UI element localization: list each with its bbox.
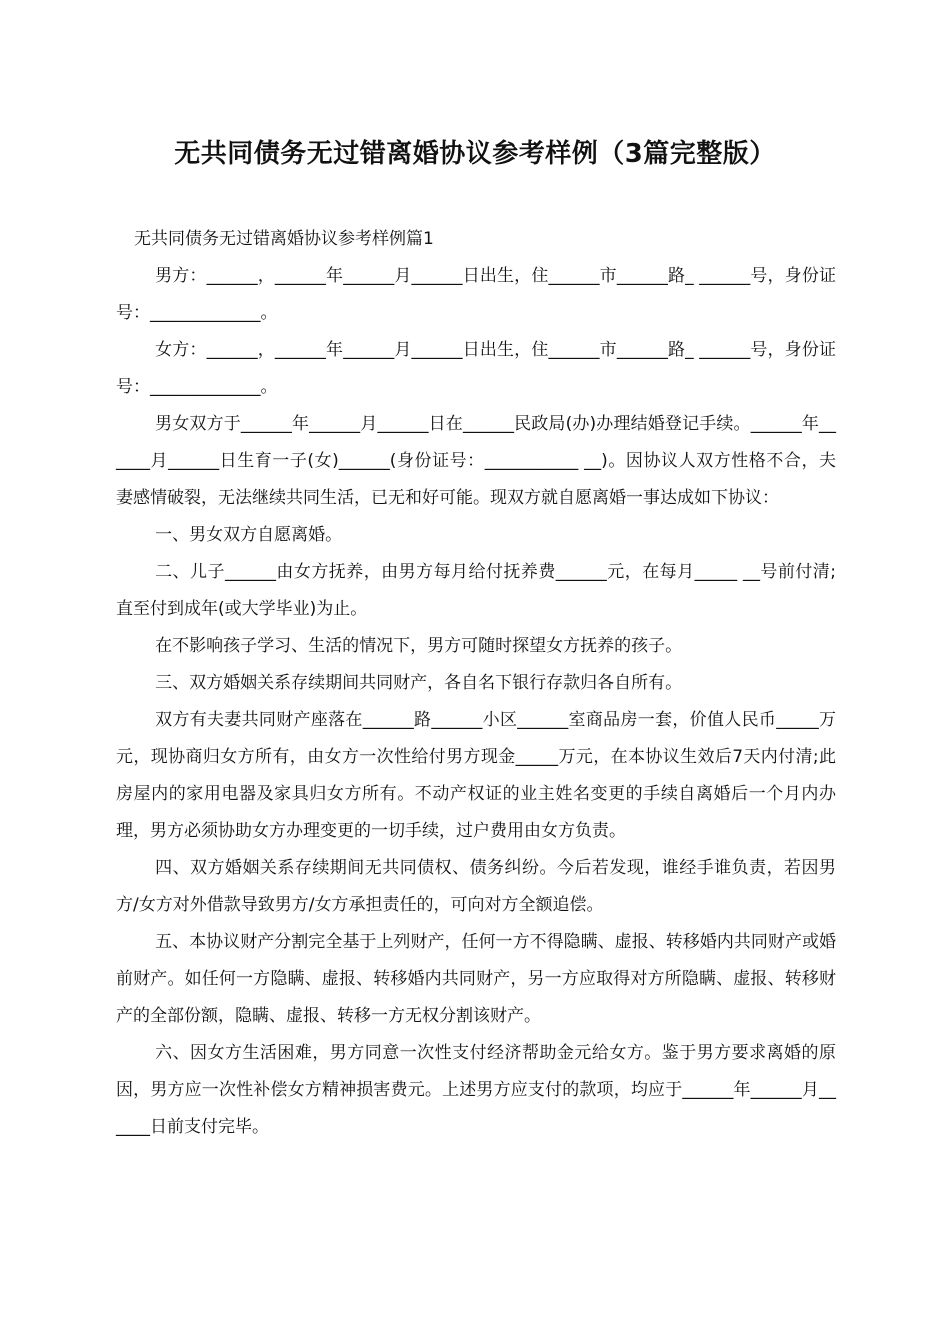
paragraph-marriage-background: 男女双方于______年______月______日在______民政局(办)办理结婚登记手续。______年______月______日生育一子(女)______(身份证号：___________ __)。因协议人双方性格不合，夫妻感情破裂，无法继续共同生活，已无和好可能。现双方就自愿离婚一事达成如下协议： (116, 414, 836, 508)
paragraph-property: 双方有夫妻共同财产座落在______路______小区______室商品房一套，价值人民币_____万元，现协商归女方所有，由女方一次性给付男方现金_____万元，在本协议生效后7天内付清;此房屋内的家用电器及家具归女方所有。不动产权证的业主姓名变更的手续自离婚后一个月内办理，男方必须协助女方办理变更的一切手续，过户费用由女方负责。 (116, 710, 836, 841)
paragraph-female-party-info: 女方：______，______年______月______日出生，住______市______路_ ______号，身份证号：_____________。 (116, 340, 836, 397)
document-title: 无共同债务无过错离婚协议参考样例（3篇完整版） (174, 139, 776, 169)
paragraph-clause-2: 二、儿子______由女方抚养，由男方每月给付抚养费______元，在每月_____ __号前付清;直至付到成年(或大学毕业)为止。 (116, 562, 836, 619)
document-body (116, 258, 836, 1146)
paragraph-clause-3: 三、双方婚姻关系存续期间共同财产，各自名下银行存款归各自所有。 (155, 673, 683, 693)
paragraph-clause-5: 五、本协议财产分割完全基于上列财产，任何一方不得隐瞒、虚报、转移婚内共同财产或婚前财产。如任何一方隐瞒、虚报、转移婚内共同财产，另一方应取得对方所隐瞒、虚报、转移财产的全部份额，隐瞒、虚报、转移一方无权分割该财产。 (116, 932, 836, 1026)
paragraph-visitation: 在不影响孩子学习、生活的情况下，男方可随时探望女方抚养的孩子。 (155, 636, 683, 656)
paragraph-clause-1: 一、男女双方自愿离婚。 (155, 525, 343, 545)
paragraph-male-party-info: 男方：______，______年______月______日出生，住______市______路_ ______号，身份证号：_____________。 (116, 266, 836, 323)
section-title: 无共同债务无过错离婚协议参考样例篇1 (134, 229, 434, 249)
paragraph-clause-6: 六、因女方生活困难，男方同意一次性支付经济帮助金元给女方。鉴于男方要求离婚的原因，男方应一次性补偿女方精神损害费元。上述男方应支付的款项，均应于______年______月______日前支付完毕。 (116, 1043, 836, 1137)
paragraph-clause-4: 四、双方婚姻关系存续期间无共同债权、债务纠纷。今后若发现，谁经手谁负责，若因男方/女方对外借款导致男方/女方承担责任的，可向对方全额追偿。 (116, 858, 836, 915)
